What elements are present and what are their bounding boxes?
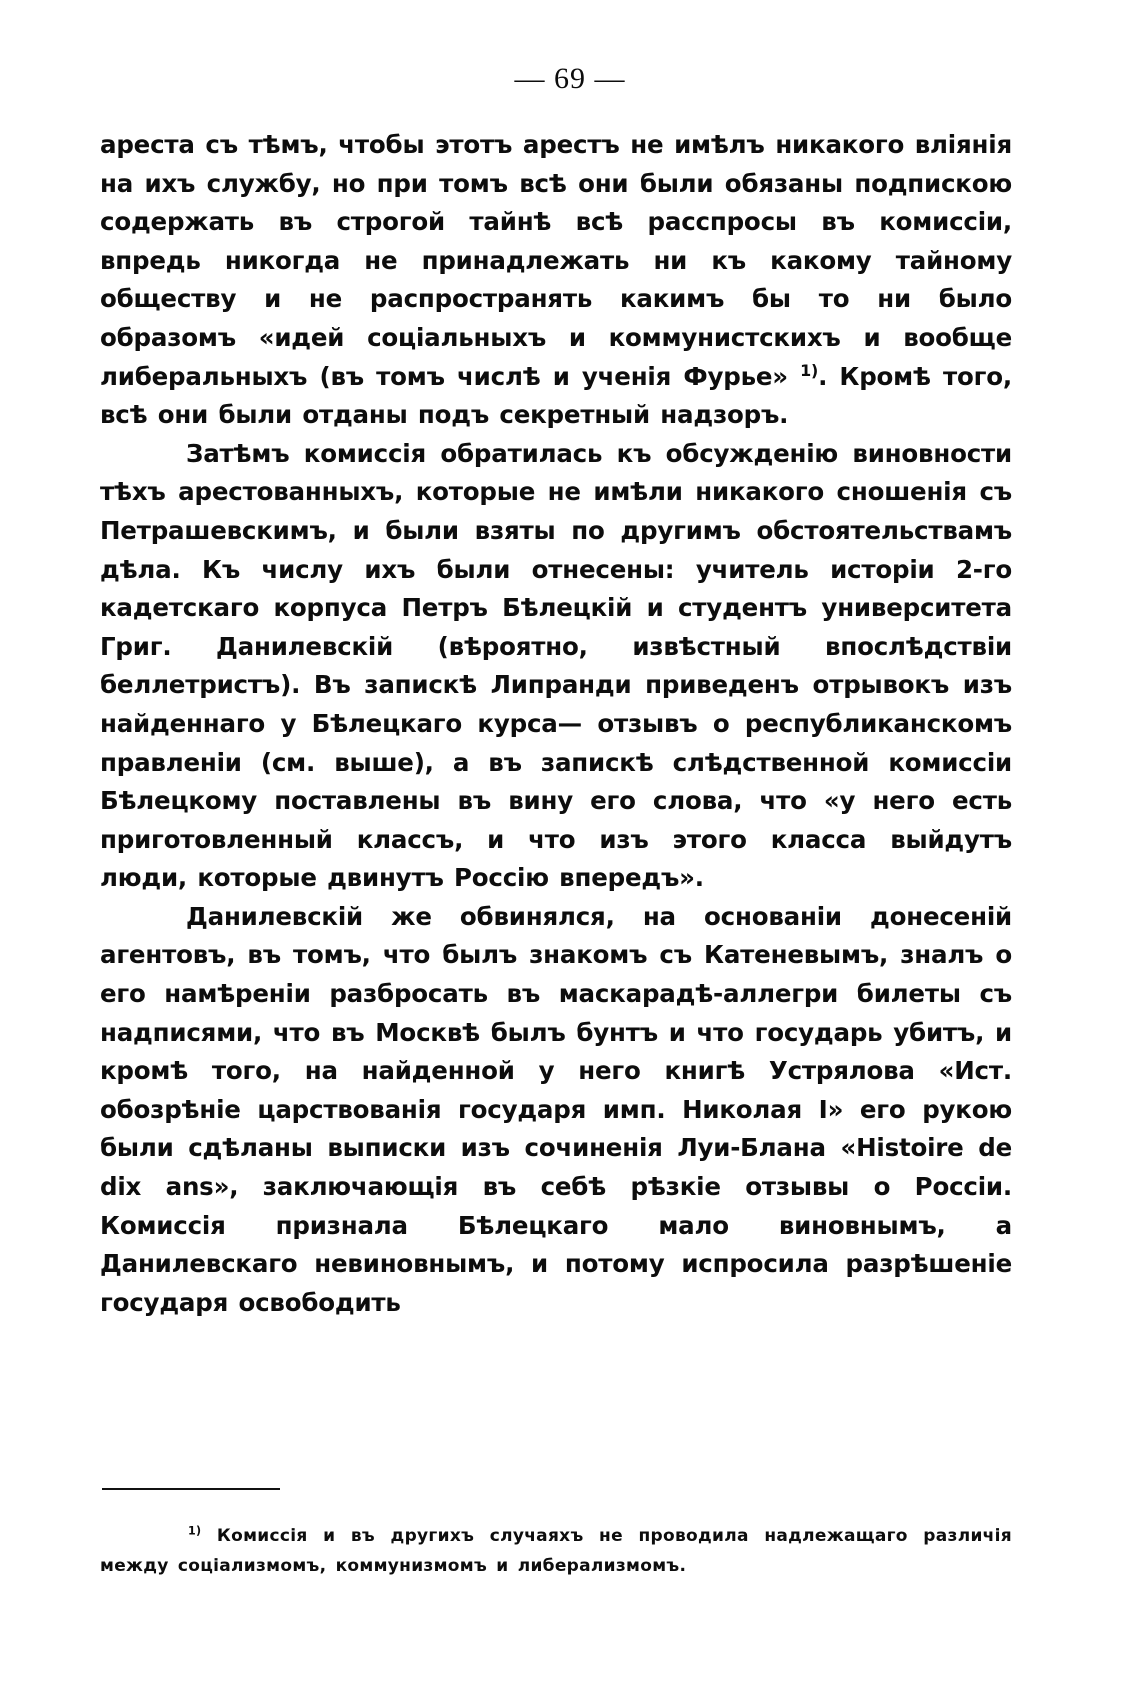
paragraph-2: Затѣмъ комиссія обратилась къ обсужденію виновности тѣхъ арестованныхъ, которые не имѣли никакого сношенія съ Петрашевскимъ, и были взяты по другимъ обстоятельствамъ дѣла. Къ числу ихъ были отнесены: учитель исторіи 2-го кадетскаго корпуса Петръ Бѣлецкій и студентъ университета Григ. Данилевскій (вѣроятно, извѣстный впослѣдствіи беллетристъ). Въ запискѣ Липранди приведенъ отрывокъ изъ найденнаго у Бѣлецкаго курса— отзывъ о республиканскомъ правленіи (см. выше), а въ запискѣ слѣдственной комиссіи Бѣлецкому поставлены въ вину его слова, что «у него есть приготовленный классъ, и что изъ этого класса выйдутъ люди, которые двинутъ Россію впередъ».	[100, 438, 1012, 893]
footnote-reference[interactable]: 1)	[800, 360, 819, 380]
footnote-marker: 1)	[188, 1524, 202, 1538]
footnote-text: Комиссія и въ другихъ случаяхъ не проводила надлежащаго различія между соціализмомъ, коммунизмомъ и либерализмомъ.	[100, 1526, 1012, 1576]
paragraph-3: Данилевскій же обвинялся, на основаніи донесеній агентовъ, въ томъ, что былъ знакомъ съ Катеневымъ, зналъ о его намѣреніи разбросать въ маскарадѣ-аллегри билеты съ надписями, что въ Москвѣ былъ бунтъ и что государь убитъ, и кромѣ того, на найденной у него книгѣ Устрялова «Ист. обозрѣніе царствованія государя имп. Николая I» его рукою были сдѣланы выписки изъ сочиненія Луи-Блана «Histoire de dix ans», заключающія въ себѣ рѣзкіе отзывы о Россіи. Комиссія признала Бѣлецкаго мало виновнымъ, а Данилевскаго невиновнымъ, и потому испросила разрѣшеніе государя освободить	[100, 901, 1012, 1317]
paragraph-1-text: ареста съ тѣмъ, чтобы этотъ арестъ не имѣлъ никакого вліянія на ихъ службу, но при томъ всѣ они были обязаны подпискою содержать въ строгой тайнѣ всѣ расспросы въ комиссіи, впредь никогда не принадлежать ни къ какому тайному обществу и не распространять какимъ бы то ни было образомъ «идей соціальныхъ и коммунистскихъ и вообще либеральныхъ (въ томъ числѣ и ученія Фурье»	[100, 130, 1012, 391]
footnote-divider	[102, 1488, 280, 1490]
footnote	[100, 1521, 1012, 1581]
paragraph-1	[100, 126, 1012, 435]
main-text	[100, 126, 1012, 1322]
page-number: — 69 —	[514, 62, 626, 95]
paragraph-1-text-continued: . Кромѣ того, всѣ они были отданы подъ секретный надзоръ.	[100, 361, 1013, 430]
